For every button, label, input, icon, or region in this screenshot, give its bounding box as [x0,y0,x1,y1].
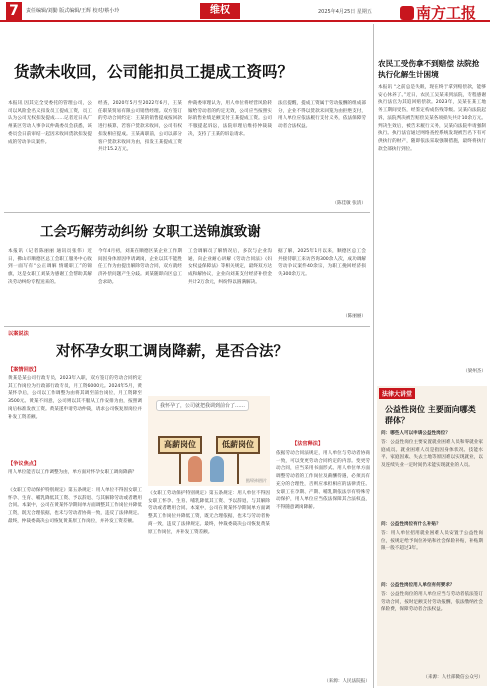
article-1-col-3: 仲裁委审理认为，用人单位将经营风险转嫁给劳动者的约定无效，公司应当按照实际销售业绩足额支付王某提成工资。公司不服提起诉讼，法院审理后维持仲裁裁决，支持了王某的诉讼请求。 [188,101,272,137]
signpost [237,454,239,484]
page-number: 7 [6,2,22,20]
qa-answer-3: 答：公益性岗位的用人单位应当与劳动者依法签订劳动合同，按时足额支付劳动报酬，依法缴纳社会保险费，保障劳动者合法权益。 [381,592,483,613]
section-label: 维权 [200,3,240,19]
qa-answer-1: 答：公益性岗位主要安置就业困难人员和零就业家庭成员。就业困难人员是指因身体状况、技能水平、家庭因素、失去土地等原因难以实现就业，以及连续失业一定时间仍未能实现就业的人员。 [381,440,483,469]
qa-box [377,386,487,686]
dispute-label: 【争议焦点】 [8,461,40,467]
analysis-text-left: 《女职工劳动保护特别规定》第五条规定：用人单位不得因女职工怀孕、生育、哺乳降低其工资、予以辞退、与其解除劳动或者聘用合同。本案中，公司在黄某怀孕期间单方面调整其工作岗位并降低工资，既无合理依据，也未与劳动者协商一致，违反了法律规定。最终，仲裁委裁决公司恢复黄某原工作岗位，并补发工资差额。 [8,488,142,524]
illustration [148,396,270,486]
article-2-col-2: 今年4月初，刘某在顺德区某企业工作期间因身体原因申请调岗，企业以其不能胜任工作为由提出解除劳动合同，双方就经济补偿问题产生分歧。刘某随即向区总工会求助。 [98,249,182,285]
qa-tag: 法律大讲堂 [379,388,415,399]
divider [4,326,370,327]
qa-source: （来源：人社部微信公众号） [423,675,483,680]
case-review-text: 黄某是某公司行政专员，2023年入职，双方签订的劳动合同约定其工作岗位为行政部行政专员，月工资6000元。2024年5月，黄某怀孕后，公司以工作调整为由将其调至前台岗位，月工资降至3500元。黄某不同意，公司则以其不服从工作安排为由，按照调岗后标准发放工资。黄某遂申请劳动仲裁，请求公司恢复原岗位并补发工资差额。 [8,376,142,420]
article-2-title: 工会巧解劳动纠纷 女职工送锦旗致谢 [40,224,261,240]
case-review-label: 【案情回放】 [8,367,40,373]
sign-high-pay: 高薪岗位 [158,436,202,454]
person-figure [210,456,224,482]
right-article-text: 本报讯 “之前总是失眠，现在终于拿到赔偿款，能够安心休养了。”近日，农民工吴某来到法院，专程感谢执行法官为其追回赔偿款。2023年，吴某在某工地务工期间受伤，经鉴定构成伤残等级。吴某向法院起诉，法院判决被告赔偿吴某各项损失共计10余万元。判决生效后，被告未履行义务，吴某向法院申请强制执行。执行法官通过网络查控系统发现被告名下有可供执行的财产，随即依法采取强制措施，最终将执行款全部执行到位。 [378,85,486,152]
article-1-col-1: 本报讯 因其完全受委托的管理公司，公司以风险金名义扣发员工提成工资，员工认为公司无权扣发提成……记者近日从广州某区劳动人事争议仲裁委员会获悉，该委员会日前审结一起因未收回货款扣发提成的劳动争议案件。 [8,101,92,145]
article-1-col-4: 法官提醒，提成工资属于劳动报酬的组成部分，企业不得以货款未回笼为由拒绝支付，用人单位应依法履行支付义务，依法保障劳动者合法权益。 [278,101,366,130]
divider [4,212,370,213]
sign-low-pay: 低薪岗位 [216,436,260,454]
article-3-source: （来源：人民法院报） [324,679,370,684]
article-3-title: 对怀孕女职工调岗降薪，是否合法？ [56,343,288,360]
editor-credits: 责任编辑/刘勤 版式编辑/王辉 校对/蔡小玲 [26,8,120,14]
article-2-col-1: 本报讯（记者陈丽丽 通讯员张伟）近日，佛山市顺德区总工会职工服务中心收到一面写有“公正调解 情暖职工”的锦旗，这是女职工刘某为感谢工会帮助其解决劳动纠纷专程送来的。 [8,249,92,285]
article-2-col-3: 工会调解员了解情况后，多次与企业沟通，向企业耐心讲解《劳动合同法》《妇女权益保障法》等相关规定，最终双方达成和解协议，企业向刘某支付经济补偿金共计2万余元，纠纷得以圆满解决。 [188,249,272,285]
illustration-credit: 图/资料图片 [245,478,267,483]
signpost [179,454,181,484]
qa-question-1: 问：哪些人可以申请公益性岗位？ [381,431,450,436]
judge-explains-label: 【法官释法】 [292,441,324,447]
brand-name: 南方工报 [416,4,477,22]
dispute-text: 用人单位能否以工作调整为由，单方面对怀孕女职工调岗降薪？ [8,470,137,475]
qa-question-3: 问：公益性岗位用人单位有何要求？ [381,583,455,588]
article-3-kicker: 以案说法 [8,331,29,337]
right-article-title: 农民工受伤拿不到赔偿 法院抢执行化解生计困境 [378,59,480,79]
qa-question-2: 问：公益性岗位有什么补贴？ [381,522,441,527]
newspaper-brand [400,2,476,23]
right-article-source: （梁州杰） [463,369,486,374]
article-1-source: （陈佳敏 张清） [332,201,366,206]
qa-answer-2: 答：用人单位招用就业困难人员安置于公益性岗位，按规定给予岗位补贴和社会保险补贴，补贴期限一般不超过3年。 [381,531,483,552]
illustration-caption: 我怀孕了，公司就把我调到前台了…… [156,400,249,411]
brand-logo-icon [400,6,414,20]
page-header [0,0,490,22]
issue-date: 2025年4月25日 星期五 [318,9,372,15]
article-1-title: 货款未收回，公司能扣员工提成工资吗？ [14,62,294,81]
column-divider [373,24,374,688]
article-1-col-2: 经查，2020年5月至2022年6月，王某任职某贸易有限公司销售经理。双方签订的劳动合同约定：王某的销售提成按回款进行核算，若客户货款未收回，公司有权扣发相应提成。王某离职前，公司以部分客户货款未收回为由，扣发王某提成工资共计15.2万元。 [98,101,182,153]
article-2-source: （陈丽丽） [343,314,366,319]
judge-explains-text: 依据劳动合同法规定，用人单位与劳动者协商一致，可以变更劳动合同约定的内容。变更劳动合同，应当采用书面形式。用人单位单方面调整劳动者的工作岗位及薪酬待遇，必须具有充分的合理性，否则应承担相应的法律责任。女职工在孕期、产期、哺乳期依法享有特殊劳动保护，用人单位应当依法保障其合法权益，不得随意调岗降薪。 [276,451,370,510]
qa-title: 公益性岗位 主要面向哪类群体？ [385,404,476,425]
article-2-col-4: 据了解，2025年1月以来，顺德区总工会共接待职工来访咨询300余人次，成功调解劳动争议案件40余宗，为职工挽回经济损失300余万元。 [278,249,366,278]
analysis-text-middle: 《女职工劳动保护特别规定》第五条规定：用人单位不得因女职工怀孕、生育、哺乳降低其工资、予以辞退、与其解除劳动或者聘用合同。本案中，公司在黄某怀孕期间单方面调整其工作岗位并降低工资，既无合理依据，也未与劳动者协商一致，违反了法律规定。最终，仲裁委裁决公司恢复黄某原工作岗位，并补发工资差额。 [148,491,270,535]
person-figure [188,456,202,482]
